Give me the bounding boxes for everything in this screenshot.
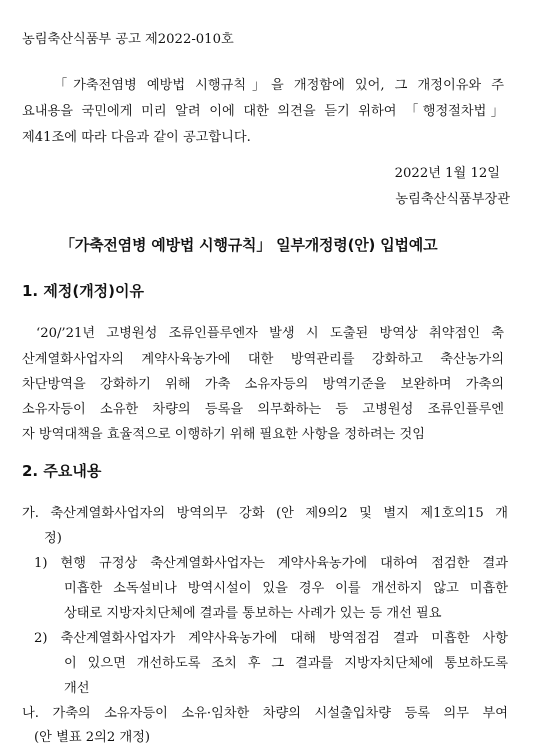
document-title: 「가축전염병 예방법 시행규칙」 일부개정령(안) 입법예고 <box>60 236 438 254</box>
notice-date: 2022년 1월 12일 <box>394 166 500 181</box>
intro-line-3: 제41조에 따라 다음과 같이 공고합니다. <box>22 130 251 145</box>
section1-line-1: ‘20/’21년 고병원성 조류인플루엔자 발생 시 도출된 방역상 취약점인 축 <box>36 326 504 341</box>
section1-line-2: 산계열화사업자의 계약사육농가에 대한 방역관리를 강화하고 축산농가의 <box>22 352 504 367</box>
section1-heading: 1. 제정(개정)이유 <box>22 282 145 300</box>
section2-heading: 2. 주요내용 <box>22 462 102 480</box>
notice-issuer: 농림축산식품부장관 <box>395 192 510 207</box>
item-na-continued: (안 별표 2의2 개정) <box>34 730 151 745</box>
item-ga: 가. 축산계열화사업자의 방역의무 강화 (안 제9의2 및 별지 제1호의15 개 <box>22 506 508 521</box>
section1-line-3: 차단방역을 강화하기 위해 가축 소유자등의 방역기준을 보완하며 가축의 <box>22 377 504 392</box>
intro-line-1: 「가축전염병 예방법 시행규칙」을 개정함에 있어, 그 개정이유와 주 <box>54 78 504 93</box>
item-na: 나. 가축의 소유자등이 소유·임차한 차량의 시설출입차량 등록 의무 부여 <box>22 706 508 721</box>
item-ga-continued: 정) <box>44 531 62 546</box>
sub2-line-3: 개선 <box>64 681 90 696</box>
section1-line-4: 소유자등이 소유한 차량의 등록을 의무화하는 등 고병원성 조류인플루엔 <box>22 402 504 417</box>
sub1-line-2: 미흡한 소독설비나 방역시설이 있을 경우 이를 개선하지 않고 미흡한 <box>64 581 508 596</box>
section1-line-5: 자 방역대책을 효율적으로 이행하기 위해 필요한 사항을 정하려는 것임 <box>22 427 425 442</box>
notice-number: 농림축산식품부 공고 제2022-010호 <box>22 32 234 47</box>
sub1-line-1: 1) 현행 규정상 축산계열화사업자는 계약사육농가에 대하여 점검한 결과 <box>34 556 508 571</box>
sub2-line-1: 2) 축산계열화사업자가 계약사육농가에 대해 방역점검 결과 미흡한 사항 <box>34 631 508 646</box>
sub1-line-3: 상태로 지방자치단체에 결과를 통보하는 사례가 있는 등 개선 필요 <box>64 606 442 621</box>
sub2-line-2: 이 있으면 개선하도록 조치 후 그 결과를 지방자치단체에 통보하도록 <box>64 656 508 671</box>
intro-line-2: 요내용을 국민에게 미리 알려 이에 대한 의견을 듣기 위하여 「행정절차법」 <box>22 104 504 119</box>
